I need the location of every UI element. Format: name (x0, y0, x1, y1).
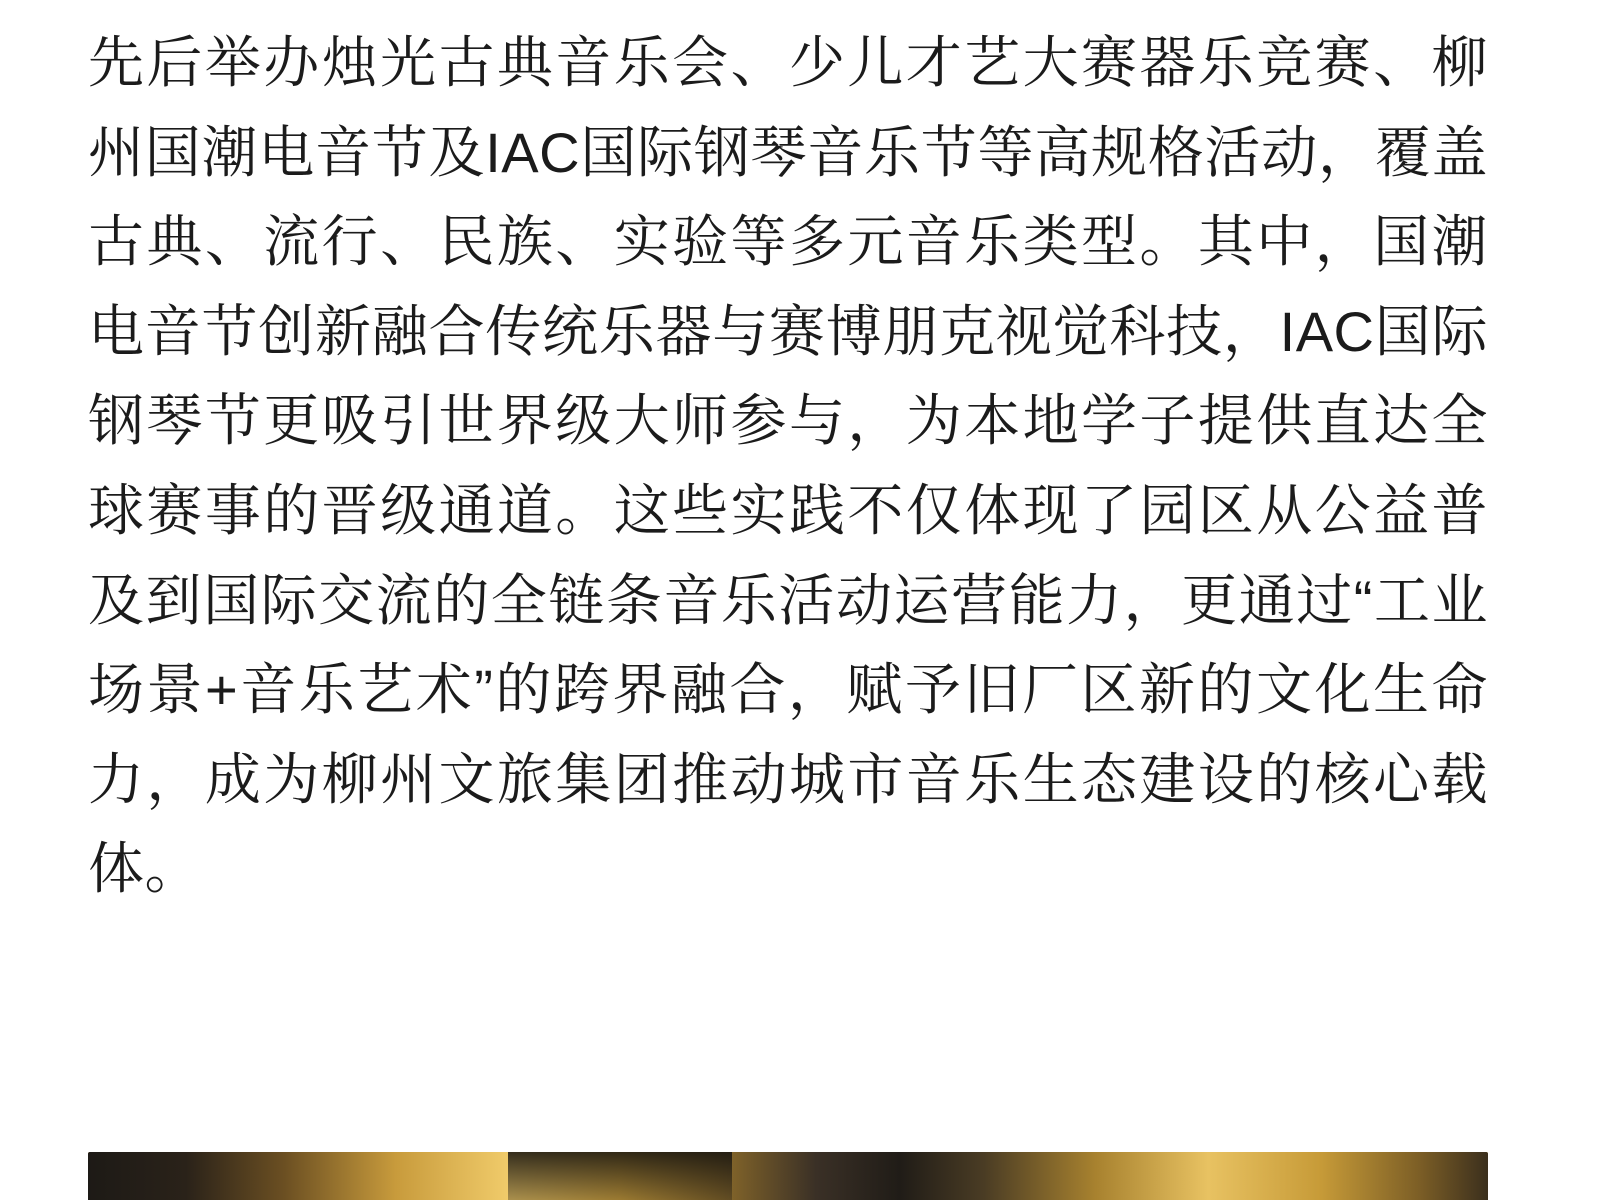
article-body (88, 18, 1488, 914)
photo-image (88, 1152, 1488, 1200)
article-photo (88, 1152, 1488, 1200)
body-paragraph: 先后举办烛光古典音乐会、少儿才艺大赛器乐竞赛、柳州国潮电音节及IAC国际钢琴音乐节等高规格活动，覆盖古典、流行、民族、实验等多元音乐类型。其中，国潮电音节创新融合传统乐器与赛博朋克视觉科技，IAC国际钢琴节更吸引世界级大师参与，为本地学子提供直达全球赛事的晋级通道。这些实践不仅体现了园区从公益普及到国际交流的全链条音乐活动运营能力，更通过“工业场景+音乐艺术”的跨界融合，赋予旧厂区新的文化生命力，成为柳州文旅集团推动城市音乐生态建设的核心载体。 (88, 31, 1488, 901)
